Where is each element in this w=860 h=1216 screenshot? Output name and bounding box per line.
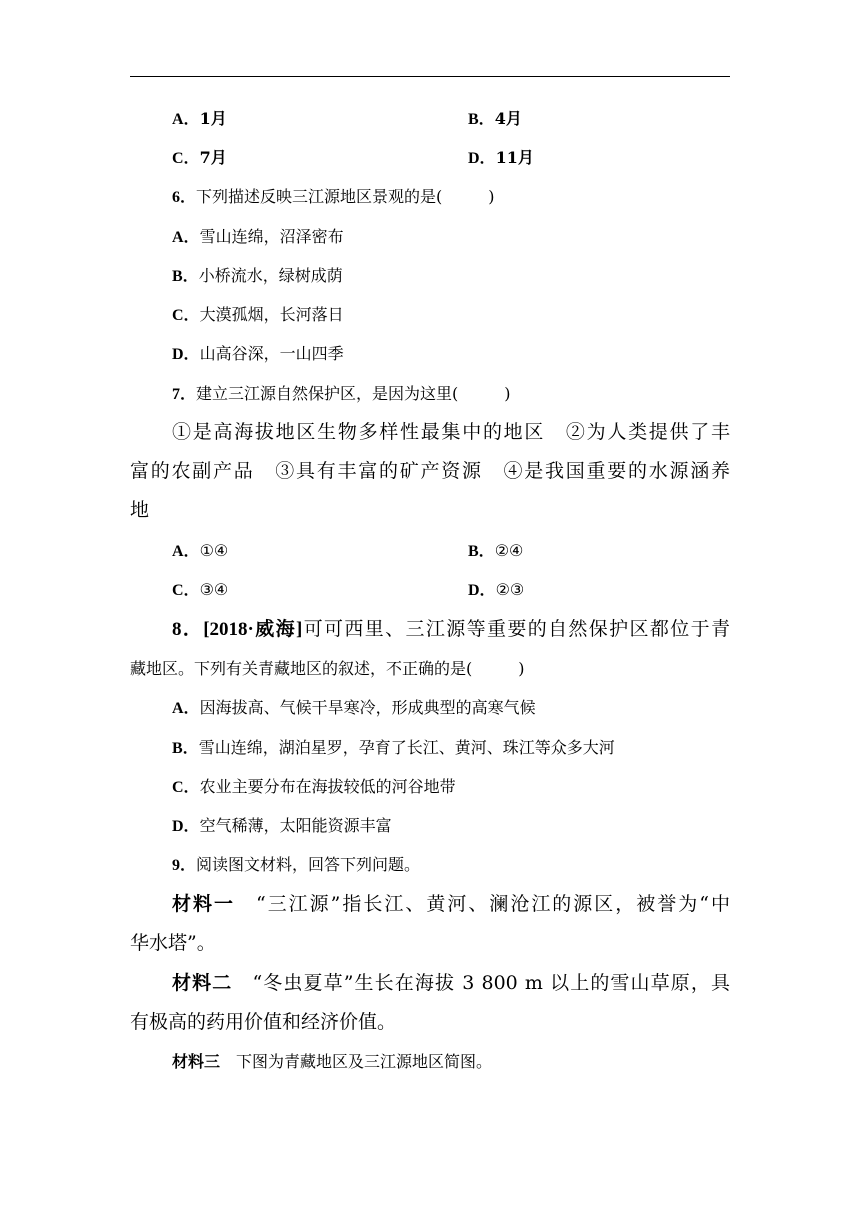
option-text: 11月: [495, 148, 534, 167]
q7-stem: [172, 381, 511, 404]
close-paren: ): [504, 384, 511, 403]
q6-option-b: [172, 263, 343, 286]
question-number: 7．: [172, 386, 197, 403]
q5-option-d: [468, 145, 534, 168]
option-key: C．: [172, 150, 200, 167]
option-text: 大漠孤烟，长河落日: [199, 305, 344, 324]
option-text: 雪山连绵，沼泽密布: [199, 227, 344, 246]
q5-option-b: [468, 106, 522, 129]
option-key: D．: [468, 150, 496, 167]
q8-option-c: [172, 774, 456, 797]
option-text: 空气稀薄，太阳能资源丰富: [199, 816, 392, 835]
question-number: 9．: [172, 857, 197, 874]
q9-stem: [172, 852, 420, 875]
q7-statement-line: 地: [130, 499, 150, 521]
option-key: A．: [172, 700, 200, 717]
question-text: 建立三江源自然保护区，是因为这里(: [196, 384, 459, 403]
q7-option-c: [172, 577, 228, 600]
question-text: 下列描述反映三江源地区景观的是(: [196, 187, 443, 206]
option-key: D．: [468, 582, 496, 599]
q9-material-3: [172, 1049, 492, 1072]
option-text: ①④: [199, 541, 229, 560]
q6-option-d: [172, 341, 344, 364]
q7-statement-line: 富的农副产品 ③具有丰富的矿产资源 ④是我国重要的水源涵养: [130, 460, 730, 482]
header-rule: [130, 76, 730, 77]
option-text: ②④: [494, 541, 524, 560]
q8-option-b: [172, 735, 615, 758]
q9-material-2-cont: 有极高的药用价值和经济价值。: [130, 1011, 397, 1033]
q7-option-b: [468, 538, 523, 561]
question-number: 8．: [172, 619, 204, 640]
option-text: 农业主要分布在海拔较低的河谷地带: [199, 777, 456, 796]
option-key: C．: [172, 307, 200, 324]
option-text: 小桥流水，绿树成荫: [198, 266, 343, 285]
q8-stem: [130, 617, 730, 642]
question-text: 阅读图文材料，回答下列问题。: [196, 855, 421, 874]
q5-option-c: [172, 145, 227, 168]
material-text: “三江源”指长江、黄河、澜沧江的源区，被誉为“中: [255, 893, 730, 915]
option-key: B．: [172, 268, 199, 285]
option-key: B．: [172, 740, 199, 757]
question-text: 可可西里、三江源等重要的自然保护区都位于青: [302, 618, 730, 640]
q7-option-a: [172, 538, 228, 561]
option-key: B．: [468, 111, 495, 128]
option-key: A．: [172, 543, 200, 560]
q9-material-2: [130, 971, 730, 995]
option-key: C．: [172, 779, 200, 796]
option-text: 7月: [199, 148, 227, 167]
close-paren: ): [488, 187, 495, 206]
q9-material-1: [130, 892, 730, 916]
q8-option-d: [172, 813, 392, 836]
q7-statement-line: ①是高海拔地区生物多样性最集中的地区 ②为人类提供了丰: [172, 421, 730, 443]
q6-option-c: [172, 302, 344, 325]
q9-material-1-cont: 华水塔”。: [130, 932, 216, 954]
option-key: D．: [172, 346, 200, 363]
option-key: A．: [172, 111, 200, 128]
option-key: C．: [172, 582, 200, 599]
q7-option-d: [468, 577, 524, 600]
q6-stem: [172, 184, 495, 207]
q6-option-a: [172, 224, 344, 247]
option-text: 山高谷深，一山四季: [199, 344, 344, 363]
close-paren: ): [518, 659, 525, 678]
option-text: ③④: [199, 580, 229, 599]
material-text: 下图为青藏地区及三江源地区简图。: [236, 1052, 493, 1071]
question-source: [2018·威海]: [203, 619, 303, 640]
option-text: ②③: [495, 580, 525, 599]
material-text: “冬虫夏草”生长在海拔 3 800 m 以上的雪山草原，具: [252, 972, 730, 994]
option-key: A．: [172, 229, 200, 246]
option-text: 雪山连绵，湖泊星罗，孕育了长江、黄河、珠江等众多大河: [198, 738, 615, 757]
option-key: D．: [172, 818, 200, 835]
material-label: 材料三: [172, 1052, 221, 1071]
question-number: 6．: [172, 189, 197, 206]
q8-stem-line2: [130, 656, 525, 679]
material-label: 材料一: [172, 893, 235, 915]
q8-option-a: [172, 695, 536, 718]
option-key: B．: [468, 543, 495, 560]
option-text: 1月: [199, 109, 227, 128]
option-text: 因海拔高、气候干旱寒冷，形成典型的高寒气候: [199, 698, 536, 717]
question-text: 藏地区。下列有关青藏地区的叙述，不正确的是(: [130, 659, 473, 678]
q5-option-a: [172, 106, 227, 129]
option-text: 4月: [494, 109, 522, 128]
material-label: 材料二: [172, 972, 233, 994]
